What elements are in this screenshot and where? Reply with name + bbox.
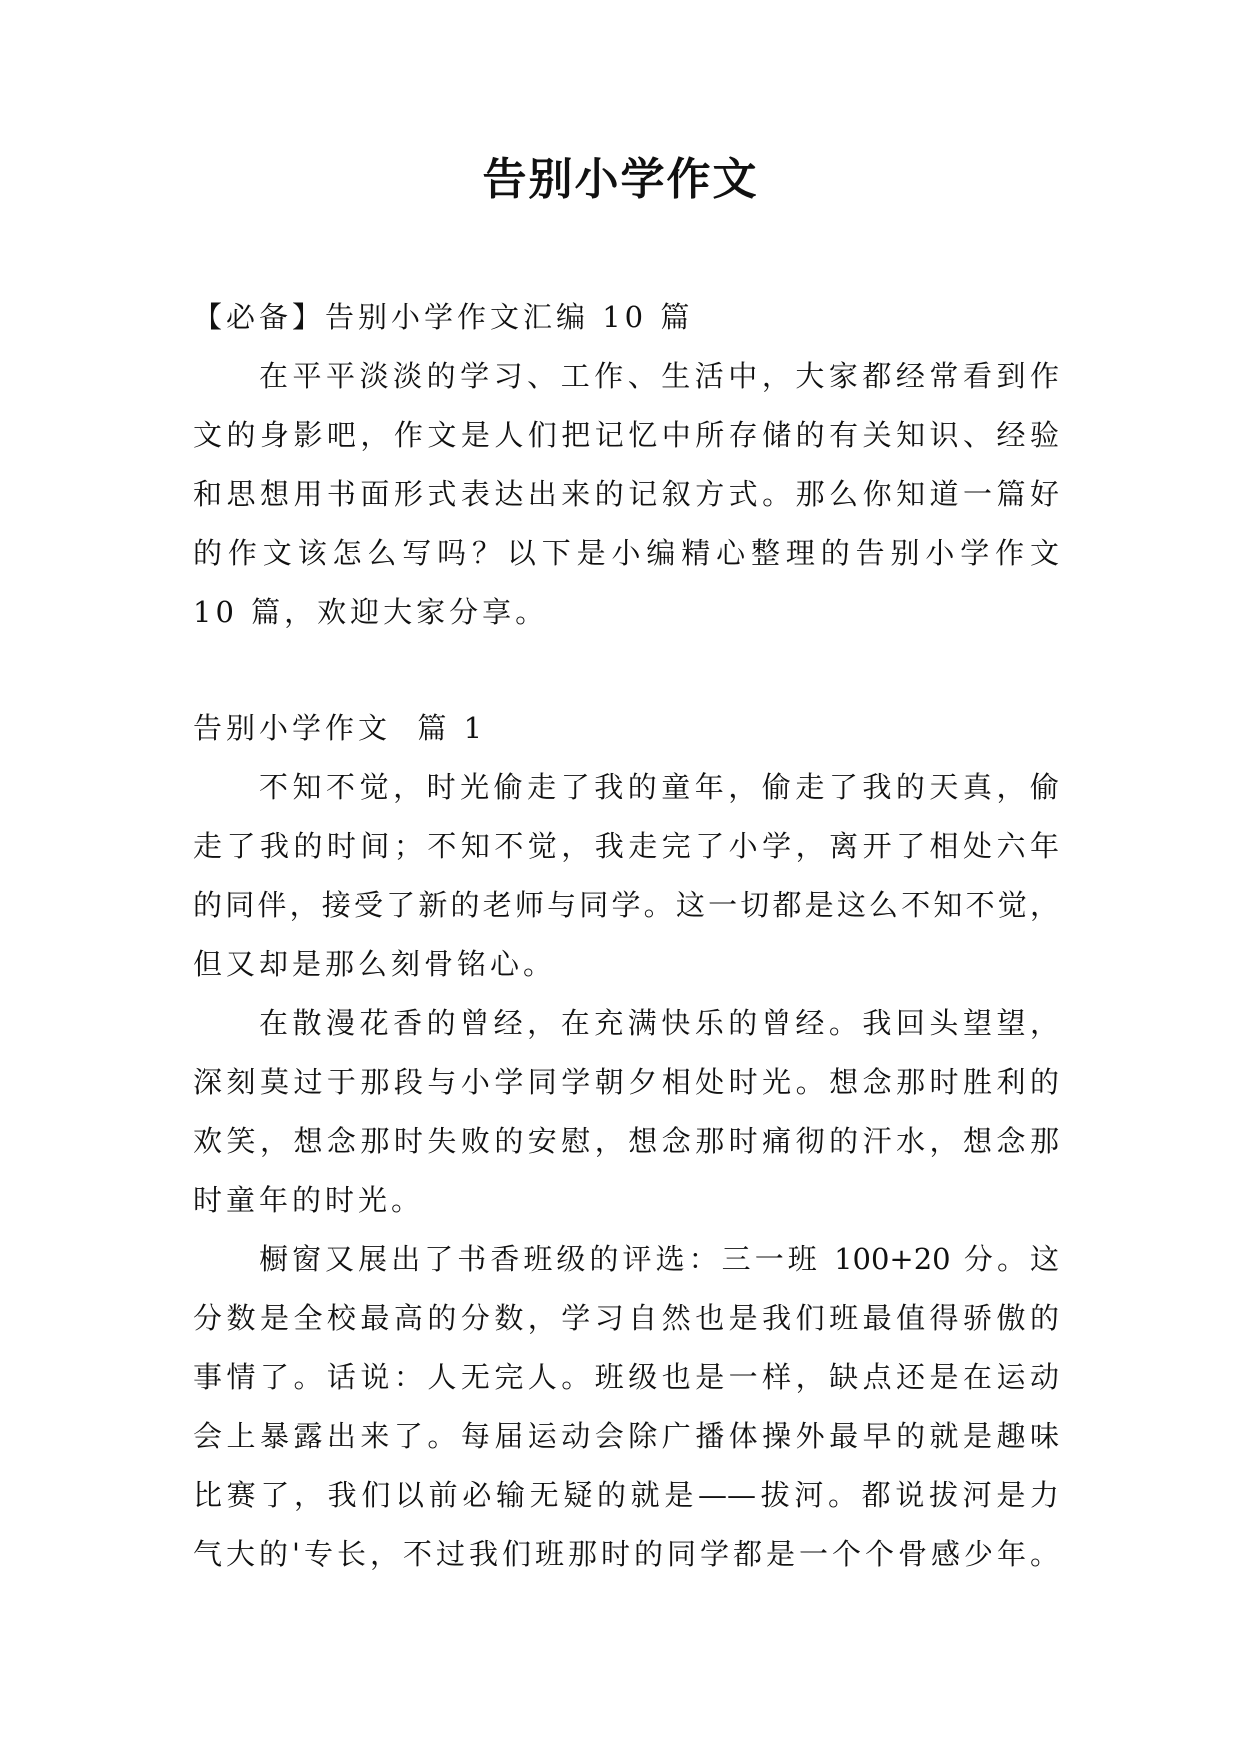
section-heading: 告别小学作文 篇 1	[193, 711, 487, 745]
paragraph-line: 和思想用书面形式表达出来的记叙方式。那么你知道一篇好	[193, 477, 1059, 511]
paragraph-line: 欢笑，想念那时失败的安慰，想念那时痛彻的汗水，想念那	[193, 1124, 1059, 1158]
paragraph-line: 比赛了，我们以前必输无疑的就是——拔河。都说拔河是力	[193, 1478, 1059, 1512]
paragraph	[193, 758, 1059, 994]
paragraph-line: 气大的'专长，不过我们班那时的同学都是一个个骨感少年。	[193, 1537, 1059, 1571]
paragraph-line: 时童年的时光。	[193, 1183, 425, 1217]
paragraph	[193, 994, 1059, 1230]
document-body	[193, 288, 1059, 1584]
paragraph-line: 的同伴，接受了新的老师与同学。这一切都是这么不知不觉，	[193, 888, 1059, 922]
paragraph-line: 在散漫花香的曾经，在充满快乐的曾经。我回头望望，	[259, 1006, 1059, 1040]
paragraph-line: 会上暴露出来了。每届运动会除广播体操外最早的就是趣味	[193, 1419, 1059, 1453]
paragraph-line: 事情了。话说：人无完人。班级也是一样，缺点还是在运动	[193, 1360, 1059, 1394]
paragraph	[193, 1230, 1059, 1584]
paragraph-line: 深刻莫过于那段与小学同学朝夕相处时光。想念那时胜利的	[193, 1065, 1059, 1099]
paragraph-line: 文的身影吧，作文是人们把记忆中所存储的有关知识、经验	[193, 418, 1059, 452]
paragraph-line: 但又却是那么刻骨铭心。	[193, 947, 557, 981]
paragraph-line: 走了我的时间；不知不觉，我走完了小学，离开了相处六年	[193, 829, 1059, 863]
paragraph-line: 橱窗又展出了书香班级的评选：三一班 100+20 分。这	[259, 1242, 1059, 1276]
paragraph-line: 在平平淡淡的学习、工作、生活中，大家都经常看到作	[259, 359, 1059, 393]
intro-heading: 【必备】告别小学作文汇编 10 篇	[193, 300, 694, 334]
document-title: 告别小学作文	[482, 154, 759, 205]
paragraph-line: 不知不觉，时光偷走了我的童年，偷走了我的天真，偷	[259, 770, 1059, 804]
paragraph-line: 的作文该怎么写吗？以下是小编精心整理的告别小学作文	[193, 536, 1059, 570]
intro-paragraph	[193, 347, 1059, 642]
paragraph-line: 分数是全校最高的分数，学习自然也是我们班最值得骄傲的	[193, 1301, 1059, 1335]
paragraph-line: 10 篇，欢迎大家分享。	[193, 595, 549, 629]
